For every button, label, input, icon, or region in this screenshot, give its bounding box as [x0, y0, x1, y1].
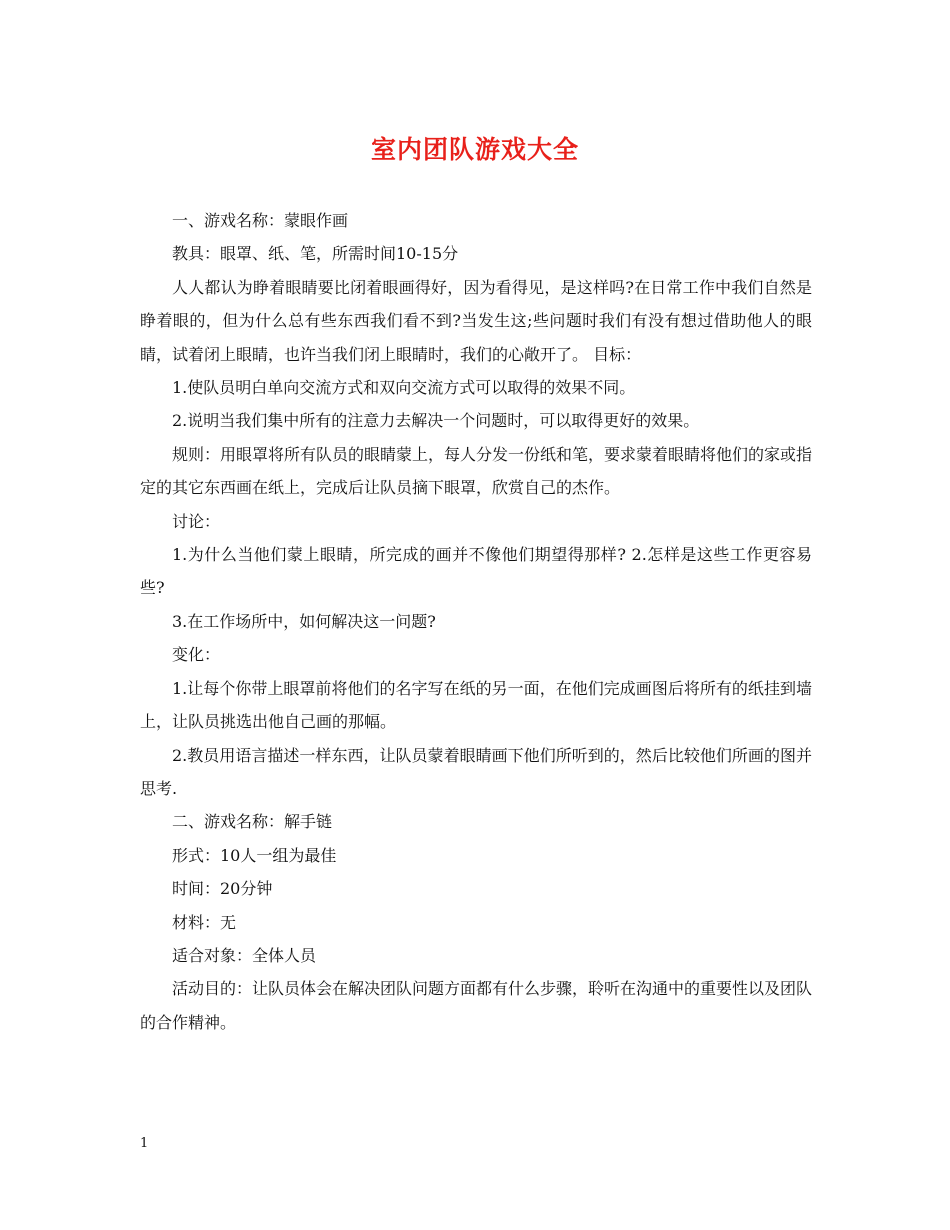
- paragraph: 变化：: [172, 645, 221, 665]
- paragraph: 一、游戏名称：蒙眼作画: [172, 211, 349, 230]
- paragraph: 二、游戏名称：解手链: [172, 812, 333, 832]
- document-body: [140, 204, 812, 1039]
- document-title: 室内团队游戏大全: [370, 135, 579, 164]
- paragraph: 1.让每个你带上眼罩前将他们的名字写在纸的另一面，在他们完成画图后将所有的纸挂到墙上，让队员挑选出他自己画的那幅。: [140, 678, 812, 732]
- paragraph: 2.教员用语言描述一样东西，让队员蒙着眼睛画下他们所听到的，然后比较他们所画的图并思考.: [140, 745, 812, 798]
- page-number: 1: [140, 1136, 149, 1151]
- paragraph: 活动目的：让队员体会在解决团队问题方面都有什么步骤，聆听在沟通中的重要性以及团队的合作精神。: [140, 979, 813, 1032]
- paragraph: 形式：10人一组为最佳: [172, 845, 337, 865]
- paragraph: 人人都认为睁着眼睛要比闭着眼画得好，因为看得见，是这样吗?在日常工作中我们自然是睁着眼的，但为什么总有些东西我们看不到?当发生这;些问题时我们有没有想过借助他人的眼睛，试着闭上眼睛，也许当我们闭上眼睛时，我们的心敞开了。 目标：: [140, 277, 812, 364]
- paragraph: 教具：眼罩、纸、笔，所需时间10-15分: [172, 244, 459, 264]
- paragraph: 3.在工作场所中，如何解决这一问题?: [172, 611, 436, 631]
- paragraph: 2.说明当我们集中所有的注意力去解决一个问题时，可以取得更好的效果。: [172, 411, 700, 431]
- paragraph: 时间：20分钟: [172, 879, 273, 899]
- paragraph: 1.为什么当他们蒙上眼睛，所完成的画并不像他们期望得那样? 2.怎样是这些工作更容易些?: [140, 545, 812, 598]
- paragraph: 1.使队员明白单向交流方式和双向交流方式可以取得的效果不同。: [172, 378, 636, 398]
- paragraph: 讨论：: [172, 511, 221, 531]
- paragraph: 适合对象：全体人员: [172, 945, 317, 965]
- paragraph: 规则：用眼罩将所有队员的眼睛蒙上，每人分发一份纸和笔，要求蒙着眼睛将他们的家或指定的其它东西画在纸上，完成后让队员摘下眼罩，欣赏自己的杰作。: [140, 444, 813, 498]
- paragraph: 材料：无: [172, 912, 237, 932]
